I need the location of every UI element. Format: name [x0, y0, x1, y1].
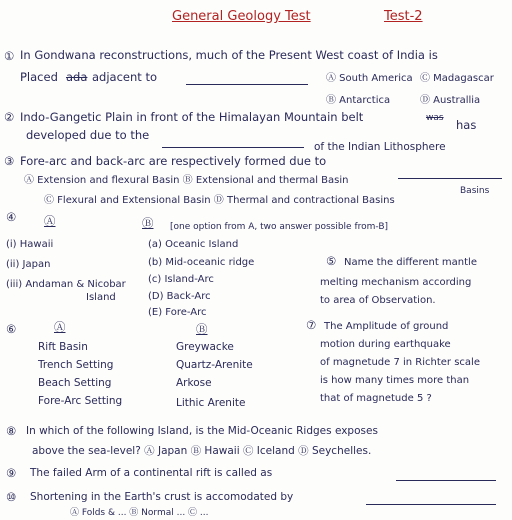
- q5-line: to area of Observation.: [320, 295, 436, 306]
- q7-line: that of magnetude 5 ?: [320, 393, 432, 404]
- q6-col-b-item: Quartz-Arenite: [176, 359, 253, 371]
- q1-answer-blank: [186, 84, 308, 85]
- q1-number: ①: [4, 49, 15, 63]
- q1-option-c: Ⓒ Madagascar: [420, 73, 494, 84]
- q4-col-a-item: (ii) Japan: [6, 259, 51, 270]
- q3-number: ③: [4, 154, 15, 168]
- q1-line1: In Gondwana reconstructions, much of the Present West coast of India is: [20, 48, 438, 62]
- q2-line2-a: developed due to the: [26, 128, 150, 142]
- q2-line1: Indo-Gangetic Plain in front of the Himalayan Mountain belt: [20, 110, 364, 124]
- q4-col-b-item: (D) Back-Arc: [148, 291, 211, 302]
- q6-col-b-item: Lithic Arenite: [176, 397, 246, 409]
- q10-number: ⑩: [6, 490, 17, 504]
- q1-line2-a: Placed: [20, 70, 58, 84]
- q10-options-partial: Ⓐ Folds & ... Ⓑ Normal ... Ⓒ ...: [70, 508, 209, 518]
- q6-col-a-item: Fore-Arc Setting: [38, 395, 123, 407]
- q4-col-a-item: (iii) Andaman & Nicobar: [6, 279, 126, 290]
- q4-col-b-item: (b) Mid-oceanic ridge: [148, 257, 255, 268]
- q1-line2-strike: ada: [66, 70, 88, 84]
- q4-col-a-item: Island: [86, 292, 116, 303]
- q6-col-a-item: Beach Setting: [38, 377, 112, 389]
- q3-basins-label: Basins: [460, 186, 490, 196]
- q7-line: motion during earthquake: [320, 339, 451, 350]
- q4-col-b-item: (c) Island-Arc: [148, 274, 214, 285]
- q6-col-a-item: Trench Setting: [38, 359, 114, 371]
- q4-note: [one option from A, two answer possible from-B]: [170, 222, 389, 232]
- q4-number: ④: [6, 210, 17, 224]
- q4-col-b-item: (E) Fore-Arc: [148, 307, 207, 318]
- q4-col-a-item: (i) Hawaii: [6, 239, 54, 250]
- q2-line2-b: of the Indian Lithosphere: [314, 141, 446, 153]
- q1-option-d: Ⓓ Australlia: [420, 95, 481, 106]
- test-title: General Geology Test: [172, 9, 311, 24]
- q2-line1-end: has: [456, 118, 477, 132]
- q5-number: ⑤: [326, 254, 337, 268]
- q2-number: ②: [4, 110, 15, 124]
- q7-line: The Amplitude of ground: [324, 321, 449, 332]
- q8-line1: In which of the following Island, is the Mid-Oceanic Ridges exposes: [26, 425, 378, 437]
- q9-number: ⑨: [6, 466, 17, 480]
- q1-option-a: Ⓐ South America: [326, 73, 413, 84]
- q6-col-b-item: Greywacke: [176, 341, 234, 353]
- q4-col-b-head: Ⓑ: [142, 216, 154, 230]
- q6-col-a-head: Ⓐ: [54, 320, 66, 334]
- q5-line: melting mechanism according: [320, 277, 472, 288]
- test-number: Test-2: [384, 9, 423, 24]
- q7-number: ⑦: [306, 318, 317, 332]
- q7-line: of magnetude 7 in Richter scale: [320, 357, 480, 368]
- q5-line: Name the different mantle: [344, 257, 477, 268]
- q6-col-b-item: Arkose: [176, 377, 212, 389]
- q9-line1: The failed Arm of a continental rift is called as: [30, 467, 273, 479]
- q6-col-a-item: Rift Basin: [38, 341, 88, 353]
- q7-line: is how many times more than: [320, 375, 470, 386]
- q6-col-b-head: Ⓑ: [196, 322, 208, 336]
- q3-options-line1: Ⓐ Extension and flexural Basin Ⓑ Extensional and thermal Basin: [24, 175, 349, 186]
- q1-line2-b: adjacent to: [92, 70, 157, 84]
- q10-answer-blank: [366, 504, 496, 505]
- q2-line1-strike: was: [426, 113, 444, 123]
- q2-answer-blank: [162, 147, 304, 148]
- q3-line1: Fore-arc and back-arc are respectively formed due to: [20, 154, 327, 168]
- q6-number: ⑥: [6, 322, 17, 336]
- q4-col-b-item: (a) Oceanic Island: [148, 239, 239, 250]
- q1-option-b: Ⓑ Antarctica: [326, 95, 391, 106]
- q8-line2: above the sea-level? Ⓐ Japan Ⓑ Hawaii Ⓒ Iceland Ⓓ Seychelles.: [32, 445, 372, 457]
- q9-answer-blank: [396, 480, 496, 481]
- q8-number: ⑧: [6, 424, 17, 438]
- q3-options-line2: Ⓒ Flexural and Extensional Basin Ⓓ Thermal and contractional Basins: [44, 195, 395, 206]
- q10-line1: Shortening in the Earth's crust is accomodated by: [30, 491, 294, 503]
- q4-col-a-head: Ⓐ: [44, 214, 56, 228]
- q3-answer-blank: [398, 178, 502, 179]
